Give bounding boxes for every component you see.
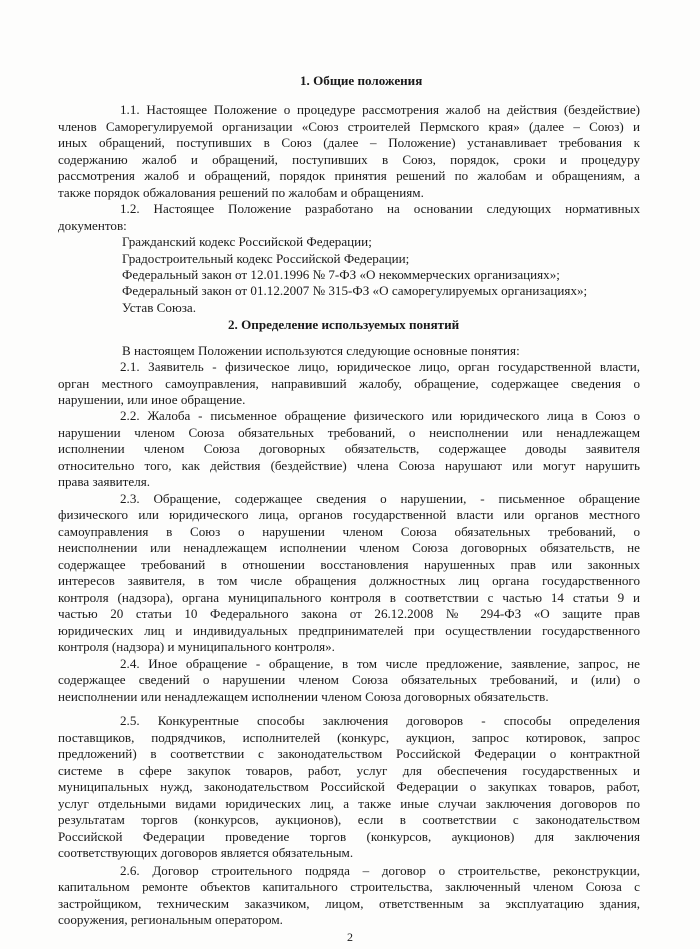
text-line: частью 20 статьи 10 Федерального закона от 26.12.2008 № 294-ФЗ «О защите прав xyxy=(58,606,640,621)
text-line: системе в сфере закупок товаров, работ, услуг для обеспечения государственных и xyxy=(58,763,640,778)
text-line: предложений) в соответствии с законодательством Российской Федерации о контрактной xyxy=(58,746,640,761)
text-line: поставщиков, подрядчиков, исполнителей (конкурс, аукцион, запрос котировок, запрос xyxy=(58,730,640,745)
text-line: муниципальных нужд, законодательством Российской Федерации о закупках товаров, работ, xyxy=(58,779,640,794)
text-line: В настоящем Положении используются следующие основные понятия: xyxy=(122,343,520,358)
page-number: 2 xyxy=(347,930,353,944)
text-line: капитальном ремонте объектов капитального строительства, заключенный членом Союза с xyxy=(58,879,640,894)
text-line: 2.5. Конкурентные способы заключения договоров - способы определения xyxy=(120,713,640,728)
text-line: 2.3. Обращение, содержащее сведения о нарушении, - письменное обращение xyxy=(120,491,640,506)
text-line: Федеральный закон от 01.12.2007 № 315-ФЗ «О саморегулируемых организациях»; xyxy=(122,283,588,298)
text-line: контроля (надзора) и муниципального контроля». xyxy=(58,639,335,654)
text-line: Российской Федерации проведение торгов (конкурсов, аукционов) для заключения xyxy=(58,829,640,844)
text-line: содержащее сведений о нарушении членом Союза обязательных требований, и (или) о xyxy=(58,672,640,687)
text-line: результатам торгов (конкурсов, аукционов), если в соответствии с законодательством xyxy=(58,812,640,827)
text-line: иных обращений, поступивших в Союз (далее – Положение) устанавливает требования к xyxy=(58,135,640,150)
text-line: Гражданский кодекс Российской Федерации; xyxy=(122,234,372,249)
text-line: права заявителя. xyxy=(58,474,151,489)
text-line: нарушении членом Союза обязательных требований, о неисполнении или ненадлежащем xyxy=(58,425,640,440)
text-line: Устав Союза. xyxy=(122,300,196,315)
text-line: физического или юридического лица, органов государственной власти или органов местного xyxy=(58,507,640,522)
text-line: документов: xyxy=(58,218,127,233)
text-line: 2.4. Иное обращение - обращение, в том числе предложение, заявление, запрос, не xyxy=(120,656,640,671)
text-line: 2.2. Жалоба - письменное обращение физического или юридического лица в Союз о xyxy=(120,408,640,423)
text-line: 2.6. Договор строительного подряда – договор о строительстве, реконструкции, xyxy=(120,863,640,878)
text-line: неисполнении или ненадлежащем исполнении членом Союза договорных обязательств, не xyxy=(58,540,640,555)
text-line: неисполнении или ненадлежащем исполнении членом Союза договорных обязательств. xyxy=(58,689,549,704)
text-line: также порядок обжалования решений по жалобам и обращениям. xyxy=(58,185,424,200)
text-line: интересов заявителя, в том числе обращения должностных лиц органа государственного xyxy=(58,573,640,588)
text-line: Федеральный закон от 12.01.1996 № 7-ФЗ «О некоммерческих организациях»; xyxy=(122,267,560,282)
text-line: 1.1. Настоящее Положение о процедуре рассмотрения жалоб на действия (бездействие) xyxy=(120,102,640,117)
text-line: юридических лиц и индивидуальных предпринимателей при осуществлении государственного xyxy=(58,623,640,638)
text-line: 1.2. Настоящее Положение разработано на основании следующих нормативных xyxy=(120,201,640,216)
text-line: услуг отдельными видами юридических лиц, а также иные случаи заключения договоров по xyxy=(58,796,640,811)
text-line: относительно того, как действия (бездействие) члена Союза нарушают или могут нарушить xyxy=(58,458,640,473)
text-line: орган местного самоуправления, направивший жалобу, обращение, содержащее сведения о xyxy=(58,376,640,391)
text-line: рассмотрения жалоб и обращений, порядок принятия решений по жалобам и обращениям, а xyxy=(58,168,640,183)
text-line: сооружения, региональным оператором. xyxy=(58,912,283,927)
text-line: членов Саморегулируемой организации «Союз строителей Пермского края» (далее – Союз) и xyxy=(58,119,640,134)
text-line: нарушении, или иное обращение. xyxy=(58,392,246,407)
section-heading: 2. Определение используемых понятий xyxy=(228,317,460,332)
text-line: содержанию жалоб и обращений, поступивших в Союз, порядок, сроки и процедуру xyxy=(58,152,640,167)
section-heading: 1. Общие положения xyxy=(300,73,423,88)
text-line: контроля (надзора), органа муниципального контроля в соответствии с частью 14 статьи 9 и xyxy=(58,590,640,605)
text-line: исполнении членом Союза договорных обязательств, содержащее доводы заявителя xyxy=(58,441,640,456)
text-line: соответствующих договоров является обязательным. xyxy=(58,845,354,860)
text-line: Градостроительный кодекс Российской Федерации; xyxy=(122,251,410,266)
text-line: застройщиком, техническим заказчиком, лицом, ответственным за эксплуатацию здания, xyxy=(58,896,640,911)
text-line: содержащее требований в отношении восстановления нарушенных прав или законных xyxy=(58,557,640,572)
text-line: самоуправления в Союз о нарушении членом Союза обязательных требований, о xyxy=(58,524,640,539)
text-line: 2.1. Заявитель - физическое лицо, юридическое лицо, орган государственной власти, xyxy=(120,359,640,374)
